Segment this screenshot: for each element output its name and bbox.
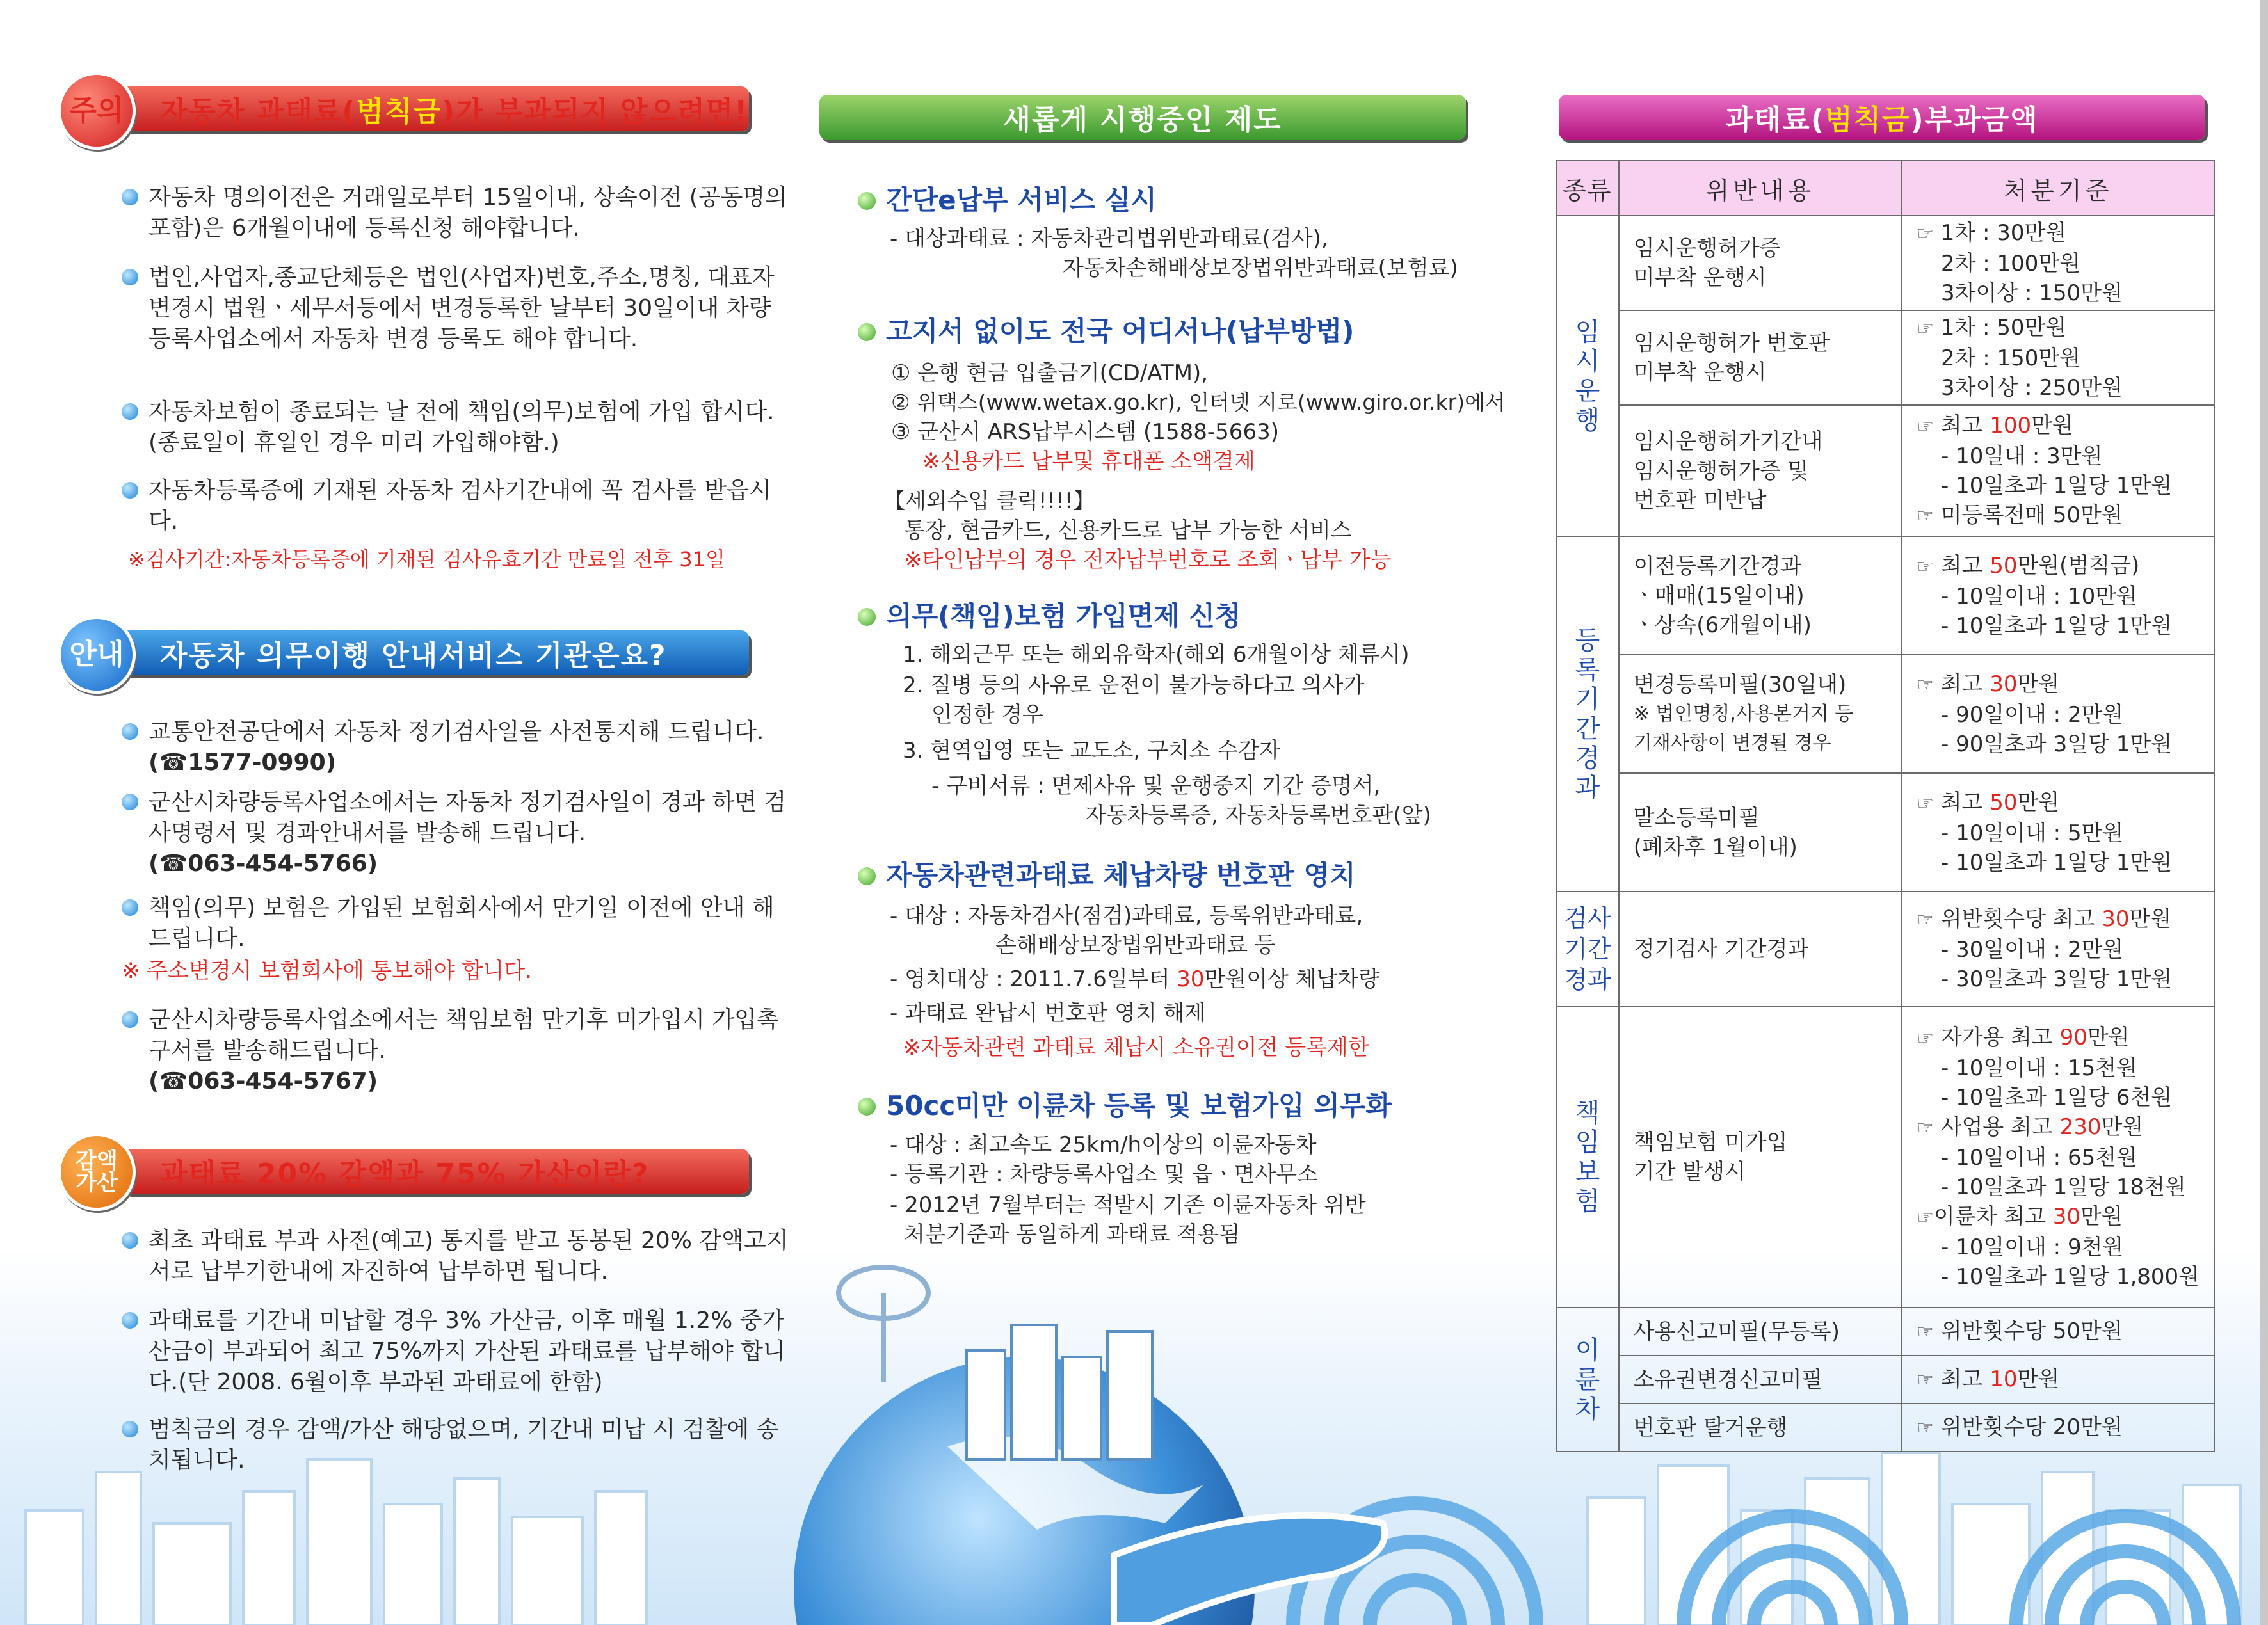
pointing-hand-icon: ☞: [1917, 317, 1934, 340]
violation-cell: 책임보험 미가입 기간 발생시: [1619, 1007, 1902, 1308]
guide-item-4: 군산시차량등록사업소에서는 책임보험 만기후 미가입시 가입촉구서를 발송해드립니다. (☎063-454-5767): [122, 1005, 789, 1097]
motorcycle-line-1: - 대상 : 최고속도 25km/h이상의 이륜자동차: [890, 1132, 1317, 1158]
column-middle: [819, 0, 1517, 1625]
penalty-cell: ☞ 최고 100만원 - 10일내 : 3만원 - 10일초과 1일당 1만원 ☞ 미등록전매 50만원: [1902, 405, 2214, 536]
discount-item-1: 최초 과태료 부과 사전(예고) 통지를 받고 동봉된 20% 감액고지서로 납부기한내에 자진하여 납부하면 됩니다.: [122, 1226, 789, 1287]
e-payment-line-2: 자동차손해배상보장법위반과태료(보험료): [1063, 255, 1458, 281]
table-row: [1556, 773, 2214, 892]
payment-line-click: 【세외수입 클릭!!!!】: [883, 488, 1095, 514]
seizure-line-4: - 과태료 완납시 번호판 영치 해제: [890, 1000, 1206, 1026]
pointing-hand-icon: ☞: [1917, 1206, 1934, 1229]
fine-amount-table: [1556, 160, 2215, 1452]
category-inspection-overdue: 검사 기간 경과: [1556, 892, 1619, 1007]
table-row: [1556, 1404, 2214, 1452]
table-row: [1556, 216, 2214, 310]
pointing-hand-icon: ☞: [1917, 1416, 1934, 1439]
section-header-fine-amounts: 과태료( 범칙금 )부과금액: [1559, 95, 2205, 140]
violation-cell: 임시운행허가기간내 임시운행허가증 및 번호판 미반납: [1619, 405, 1902, 536]
section-header-discount: 과태료 20% 감액과 75% 가산이란?: [122, 1149, 749, 1194]
category-temp-operation: 임 시 운 행: [1556, 216, 1619, 536]
violation-cell: 번호판 탈거운행: [1619, 1404, 1902, 1452]
table-row: [1556, 310, 2214, 405]
seizure-note: ※자동차관련 과태료 체납시 소유권이전 등록제한: [903, 1035, 1369, 1061]
penalty-cell: ☞ 최고 50만원 - 10일이내 : 5만원 - 10일초과 1일당 1만원: [1902, 773, 2214, 892]
payment-line-service: 통장, 현금카드, 신용카드로 납부 가능한 서비스: [904, 518, 1352, 543]
heading-plate-seizure: 자동차관련과태료 체납차량 번호판 영치: [858, 858, 1356, 893]
violation-cell: 사용신고미필(무등록): [1619, 1308, 1902, 1356]
table-row: [1556, 1007, 2214, 1308]
guide-item-2: 군산시차량등록사업소에서는 자동차 정기검사일이 경과 하면 검사명령서 및 경과안내서를 발송해 드립니다. (☎063-454-5766): [122, 787, 789, 879]
penalty-cell: ☞ 자가용 최고 90만원 - 10일이내 : 15천원 - 10일초과 1일당 6천원 ☞ 사업용 최고 230만원 - 10일이내 : 65천원 - 10일초과 1일당 18천원 ☞이륜차 최고 30만원 - 10일이내 : 9천원 - 10일초과 1일당 1,800원: [1902, 1007, 2214, 1308]
violation-cell: 말소등록미필 (폐차후 1월이내): [1619, 773, 1902, 892]
exemption-line-2: 2. 질병 등의 사유로 운전이 불가능하다고 의사가: [903, 673, 1365, 698]
guide-note: ※ 주소변경시 보험회사에 통보해야 합니다.: [122, 958, 532, 984]
pointing-hand-icon: ☞: [1917, 1368, 1934, 1391]
pointing-hand-icon: ☞: [1917, 415, 1934, 438]
exemption-line-3: 인정한 경우: [931, 702, 1044, 728]
penalty-cell: ☞ 최고 10만원: [1902, 1356, 2214, 1404]
payment-line-1: ① 은행 현금 입출금기(CD/ATM),: [891, 360, 1209, 386]
table-row: [1556, 655, 2214, 773]
heading-motorcycle: 50cc미만 이륜차 등록 및 보험가입 의무화: [858, 1088, 1392, 1124]
seizure-line-2: 손해배상보장법위반과태료 등: [995, 933, 1276, 958]
table-row: [1556, 892, 2214, 1007]
exemption-line-1: 1. 해외근무 또는 해외유학자(해외 6개월이상 체류시): [903, 642, 1410, 668]
section-header-guide: 자동차 의무이행 안내서비스 기관은요?: [122, 630, 749, 675]
violation-cell: 이전등록기간경과 ㆍ매매(15일이내) ㆍ상속(6개월이내): [1619, 536, 1902, 655]
motorcycle-line-2: - 등록기관 : 차량등록사업소 및 읍ㆍ면사무소: [890, 1162, 1318, 1187]
heading-e-payment: 간단e납부 서비스 실시: [858, 182, 1157, 218]
category-liability-insurance: 책 임 보 험: [1556, 1007, 1619, 1308]
column-left: [58, 0, 789, 1625]
caution-item-4: 자동차등록증에 기재된 자동차 검사기간내에 꼭 검사를 받읍시다.: [122, 476, 789, 537]
payment-line-3: ③ 군산시 ARS납부시스템 (1588-5663): [891, 419, 1279, 445]
penalty-cell: ☞ 위반횟수당 최고 30만원 - 30일이내 : 2만원 - 30일초과 3일당 1만원: [1902, 892, 2214, 1007]
pointing-hand-icon: ☞: [1917, 504, 1934, 527]
header-category: 종류: [1556, 161, 1619, 216]
exemption-line-6: 자동차등록증, 자동차등록번호판(앞): [1085, 803, 1431, 828]
pointing-hand-icon: ☞: [1917, 1320, 1934, 1343]
table-row: [1556, 1308, 2214, 1356]
table-header-row: [1556, 161, 2214, 216]
guide-badge: 안내: [58, 616, 136, 694]
motorcycle-line-4: 처분기준과 동일하게 과태료 적용됨: [904, 1222, 1241, 1247]
penalty-cell: ☞ 1차 : 30만원 2차 : 100만원 3차이상 : 150만원: [1902, 216, 2214, 310]
violation-cell: 임시운행허가증 미부착 운행시: [1619, 216, 1902, 310]
header-violation: 위반내용: [1619, 161, 1902, 216]
pointing-hand-icon: ☞: [1917, 1027, 1934, 1050]
penalty-cell: ☞ 위반횟수당 50만원: [1902, 1308, 2214, 1356]
violation-cell: 소유권변경신고미필: [1619, 1356, 1902, 1404]
payment-note-card: ※신용카드 납부및 휴대폰 소액결제: [922, 449, 1255, 474]
table-row: [1556, 536, 2214, 655]
payment-line-2: ② 위택스(www.wetax.go.kr), 인터넷 지로(www.giro.or.kr)에서: [891, 390, 1506, 415]
guide-item-1: 교통안전공단에서 자동차 정기검사일을 사전통지해 드립니다. (☎1577-0990): [122, 717, 789, 778]
penalty-cell: ☞ 위반횟수당 20만원: [1902, 1404, 2214, 1452]
payment-note-others: ※타인납부의 경우 전자납부번호로 조회ㆍ납부 가능: [904, 547, 1392, 573]
section-header-caution: 자동차 과태료( 범칙금 )가 부과되지 않으려면!: [122, 86, 749, 131]
exemption-line-4: 3. 현역입영 또는 교도소, 구치소 수감자: [903, 738, 1280, 764]
caution-badge: 주의: [58, 72, 136, 150]
guide-item-3: 책임(의무) 보험은 가입된 보험회사에서 만기일 이전에 안내 해 드립니다.: [122, 893, 789, 954]
seizure-line-1: - 대상 : 자동차검사(점검)과태료, 등록위반과태료,: [890, 903, 1363, 929]
header-penalty: 처분기준: [1902, 161, 2214, 216]
violation-cell: 임시운행허가 번호판 미부착 운행시: [1619, 310, 1902, 405]
penalty-cell: ☞ 1차 : 50만원 2차 : 150만원 3차이상 : 250만원: [1902, 310, 2214, 405]
discount-item-3: 범칙금의 경우 감액/가산 해당없으며, 기간내 미납 시 검찰에 송치됩니다.: [122, 1414, 789, 1476]
e-payment-line-1: - 대상과태료 : 자동차관리법위반과태료(검사),: [890, 226, 1328, 252]
seizure-line-3: - 영치대상 : 2011.7.6일부터 30만원이상 체납차량: [890, 966, 1380, 992]
scan-edge: [2260, 0, 2268, 1625]
caution-note: ※검사기간:자동차등록증에 기재된 검사유효기간 만료일 전후 31일: [128, 547, 725, 572]
discount-item-2: 과태료를 기간내 미납할 경우 3% 가산금, 이후 매월 1.2% 중가산금이 부과되어 최고 75%까지 가산된 과태료를 납부해야 합니다.(단 2008. 6월이후 부과된 과태료에 한함): [122, 1306, 789, 1398]
violation-cell: 정기검사 기간경과: [1619, 892, 1902, 1007]
pointing-hand-icon: ☞: [1917, 1117, 1934, 1139]
penalty-cell: ☞ 최고 30만원 - 90일이내 : 2만원 - 90일초과 3일당 1만원: [1902, 655, 2214, 773]
pointing-hand-icon: ☞: [1917, 792, 1934, 815]
discount-badge: 감액 가산: [58, 1133, 136, 1211]
section-header-new-systems: 새롭게 시행중인 제도: [819, 95, 1466, 140]
exemption-line-5: - 구비서류 : 면제사유 및 운행중지 기간 증명서,: [931, 773, 1381, 799]
caution-item-2: 법인,사업자,종교단체등은 법인(사업자)번호,주소,명칭, 대표자 변경시 법원ㆍ세무서등에서 변경등록한 날부터 30일이내 차량등록사업소에서 자동차 변경 등록도 해야 합니다.: [122, 262, 789, 355]
category-registration-overdue: 등 록 기 간 경 과: [1556, 536, 1619, 892]
pointing-hand-icon: ☞: [1917, 909, 1934, 931]
pointing-hand-icon: ☞: [1917, 223, 1934, 245]
heading-payment-methods: 고지서 없이도 전국 어디서나(납부방법): [858, 314, 1354, 349]
violation-cell: 변경등록미필(30일내) ※ 법인명칭,사용본거지 등 기재사항이 변경될 경우: [1619, 655, 1902, 773]
heading-insurance-exemption: 의무(책임)보험 가입면제 신청: [858, 598, 1241, 634]
caution-item-3: 자동차보험이 종료되는 날 전에 책임(의무)보험에 가입 합시다.(종료일이 휴일인 경우 미리 가입해야함.): [122, 397, 789, 458]
table-row: [1556, 405, 2214, 536]
category-motorcycle: 이 륜 차: [1556, 1308, 1619, 1452]
penalty-cell: ☞ 최고 50만원(범칙금) - 10일이내 : 10만원 - 10일초과 1일당 1만원: [1902, 536, 2214, 655]
motorcycle-line-3: - 2012년 7월부터는 적발시 기존 이륜자동차 위반: [890, 1192, 1366, 1218]
pointing-hand-icon: ☞: [1917, 555, 1934, 578]
caution-item-1: 자동차 명의이전은 거래일로부터 15일이내, 상속이전 (공동명의 포함)은 6개월이내에 등록신청 해야합니다.: [122, 182, 789, 244]
table-row: [1556, 1356, 2214, 1404]
pointing-hand-icon: ☞: [1917, 673, 1934, 696]
